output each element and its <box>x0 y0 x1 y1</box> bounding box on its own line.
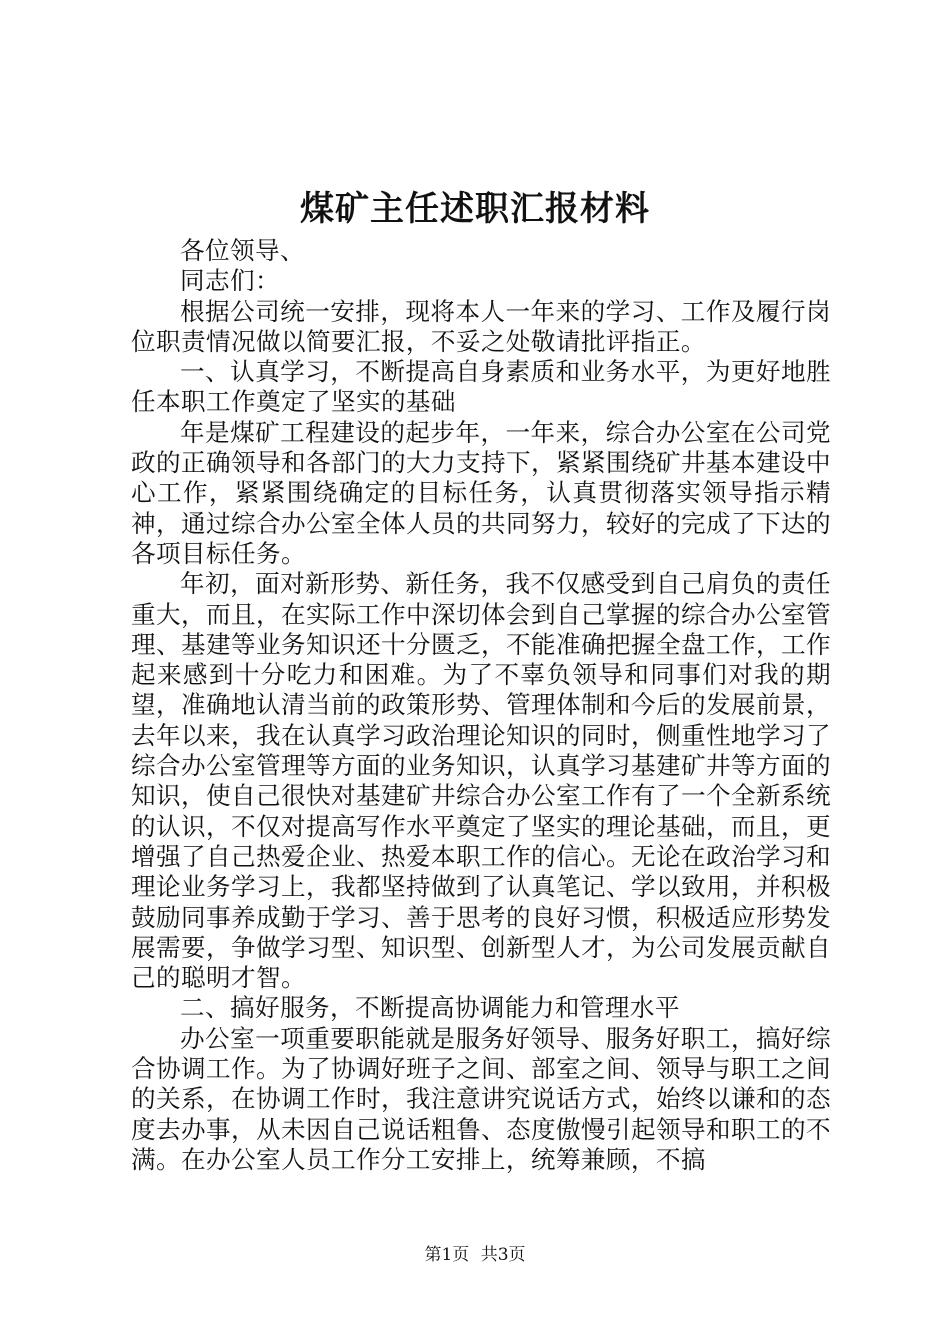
salutation-line: 同志们： <box>180 266 280 296</box>
document-title: 煤矿主任述职汇报材料 <box>300 189 650 229</box>
document-body <box>131 236 831 1175</box>
paragraph: 年是煤矿工程建设的起步年，一年来，综合办公室在公司党政的正确领导和各部门的大力支持下，紧紧围绕矿井基本建设中心工作，紧紧围绕确定的目标任务，认真贯彻落实领导指示精神，通过综合办公室全体人员的共同努力，较好的完成了下达的各项目标任务。 <box>131 417 831 568</box>
salutation-line: 各位领导、 <box>180 236 305 265</box>
page-footer: 第1页 共3页 <box>424 1245 526 1265</box>
section-heading: 一、认真学习，不断提高自身素质和业务水平，为更好地胜任本职工作奠定了坚实的基础 <box>131 357 831 417</box>
paragraph: 年初，面对新形势、新任务，我不仅感受到自己肩负的责任重大，而且，在实际工作中深切体会到自己掌握的综合办公室管理、基建等业务知识还十分匮乏，不能准确把握全盘工作，工作起来感到十分吃力和困难。为了不辜负领导和同事们对我的期望，准确地认清当前的政策形势、管理体制和今后的发展前景，去年以来，我在认真学习政治理论知识的同时，侧重性地学习了综合办公室管理等方面的业务知识，认真学习基建矿井等方面的知识，使自己很快对基建矿井综合办公室工作有了一个全新系统的认识，不仅对提高写作水平奠定了坚实的理论基础，而且，更增强了自己热爱企业、热爱本职工作的信心。无论在政治学习和理论业务学习上，我都坚持做到了认真笔记、学以致用，并积极鼓励同事养成勤于学习、善于思考的良好习惯，积极适应形势发展需要，争做学习型、知识型、创新型人才，为公司发展贡献自己的聪明才智。 <box>131 569 831 993</box>
paragraph: 根据公司统一安排，现将本人一年来的学习、工作及履行岗位职责情况做以简要汇报，不妥之处敬请批评指正。 <box>131 296 831 356</box>
paragraph: 办公室一项重要职能就是服务好领导、服务好职工，搞好综合协调工作。为了协调好班子之间、部室之间、领导与职工之间的关系，在协调工作时，我注意讲究说话方式，始终以谦和的态度去办事，从未因自己说话粗鲁、态度傲慢引起领导和职工的不满。在办公室人员工作分工安排上，统筹兼顾，不搞 <box>131 1023 831 1174</box>
section-heading: 二、搞好服务，不断提高协调能力和管理水平 <box>180 993 680 1023</box>
